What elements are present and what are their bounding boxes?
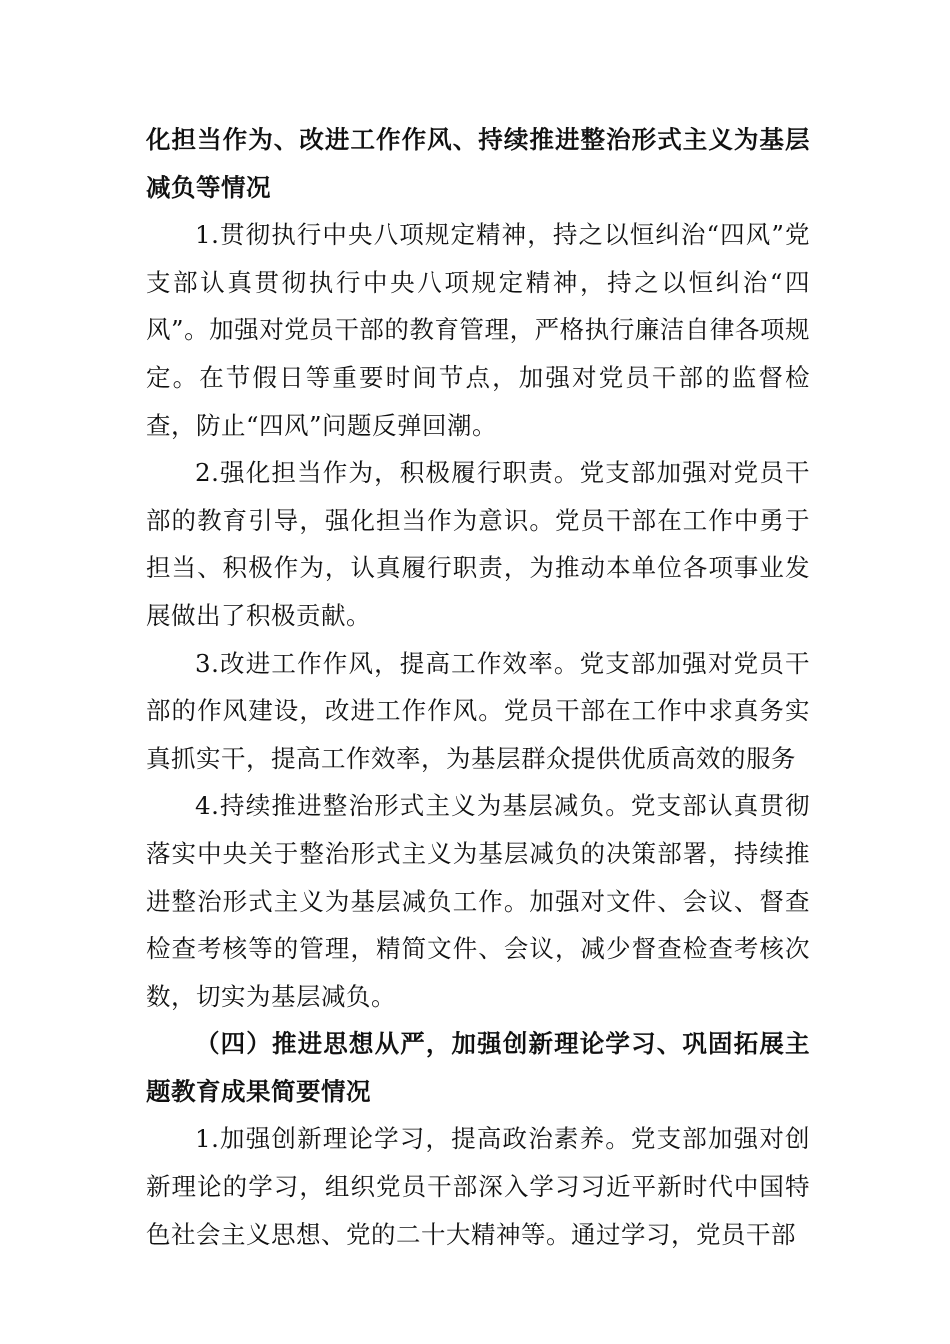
- paragraph-theory-study: 1.加强创新理论学习，提高政治素养。党支部加强对创新理论的学习，组织党员干部深入学习习近平新时代中国特色社会主义思想、党的二十大精神等。通过学习，党员干部: [146, 1124, 810, 1249]
- section-heading-continued: 化担当作为、改进工作作风、持续推进整治形式主义为基层减负等情况: [146, 125, 810, 202]
- paragraph-responsibility: 2.强化担当作为，积极履行职责。党支部加强对党员干部的教育引导，强化担当作为意识。党员干部在工作中勇于担当、积极作为，认真履行职责，为推动本单位各项事业发展做出了积极贡献。: [146, 458, 810, 630]
- document-page: [146, 116, 810, 1258]
- paragraph-work-style: 3.改进工作作风，提高工作效率。党支部加强对党员干部的作风建设，改进工作作风。党员干部在工作中求真务实真抓实干，提高工作效率，为基层群众提供优质高效的服务: [146, 648, 810, 773]
- paragraph-eight-point-regulations: 1.贯彻执行中央八项规定精神，持之以恒纠治“四风”党支部认真贯彻执行中央八项规定精神，持之以恒纠治“四风”。加强对党员干部的教育管理，严格执行廉洁自律各项规定。在节假日等重要时间节点，加强对党员干部的监督检查，防止“四风”问题反弹回潮。: [146, 220, 810, 440]
- paragraph-reduce-burden: 4.持续推进整治形式主义为基层减负。党支部认真贯彻落实中央关于整治形式主义为基层减负的决策部署，持续推进整治形式主义为基层减负工作。加强对文件、会议、督查检查考核等的管理，精简文件、会议，减少督查检查考核次数，切实为基层减负。: [146, 791, 810, 1011]
- section-heading-four: （四）推进思想从严，加强创新理论学习、巩固拓展主题教育成果简要情况: [146, 1029, 810, 1106]
